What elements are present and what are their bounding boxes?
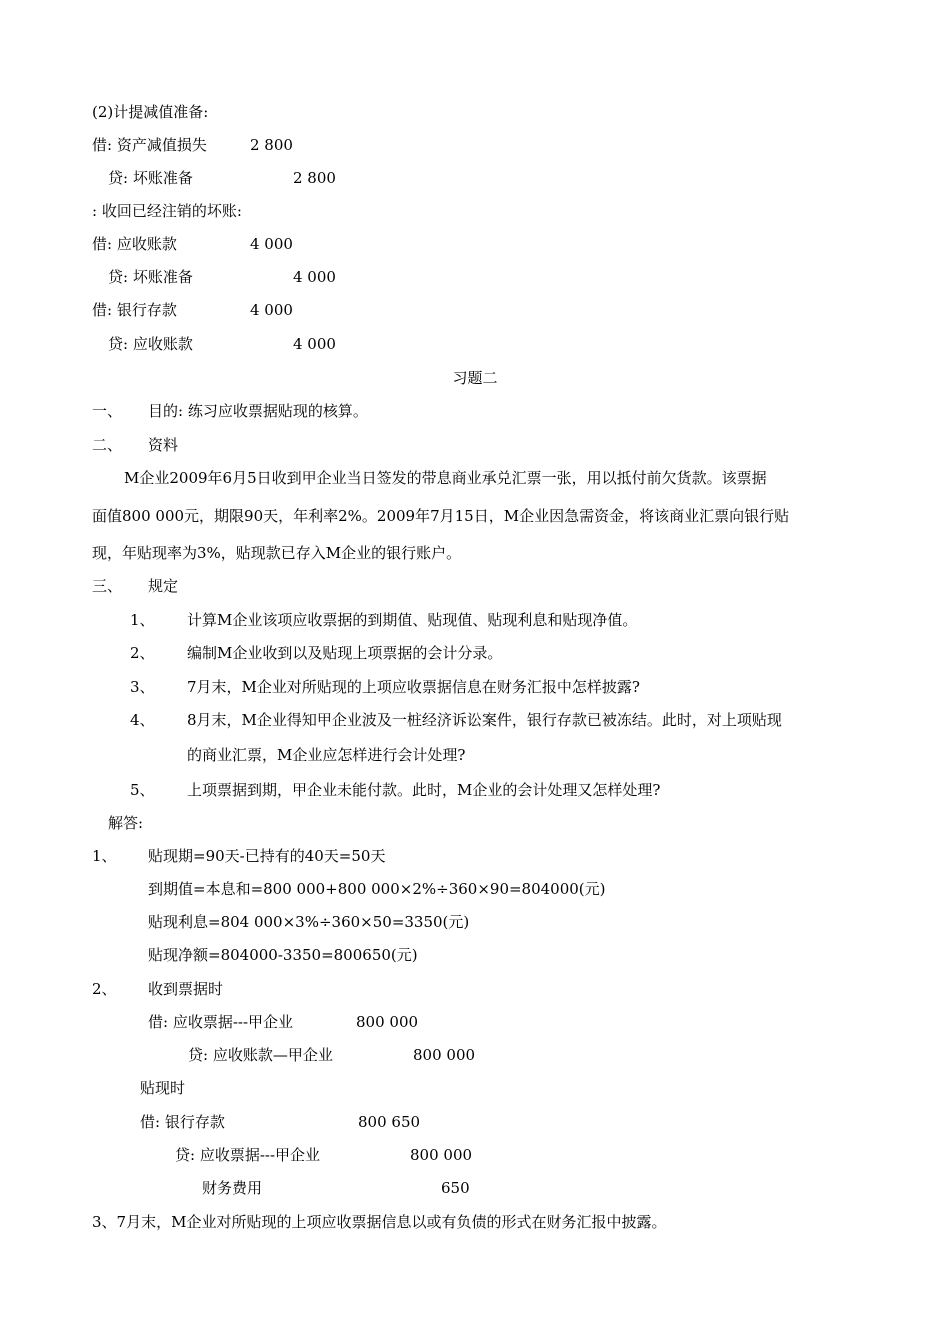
requirement-5-text: 上项票据到期，甲企业未能付款。此时，M企业的会计处理又怎样处理? [187,781,661,799]
requirement-1-number: 1、 [130,611,155,629]
journal-4-label: 贷: 应收票据---甲企业 [175,1146,321,1164]
entry-debit-bank-label: 借: 银行存款 [92,301,177,319]
entry-debit-receivable-amount: 4 000 [250,235,293,253]
answer-1-line-4: 贴现净额=804000-3350=800650(元) [148,946,418,964]
exercise-title: 习题二 [452,369,498,387]
discount-subheading: 贴现时 [140,1079,186,1097]
line-provision-heading: (2)计提减值准备: [92,103,209,121]
entry-credit-baddebt-amount: 2 800 [293,169,336,187]
entry-debit-bank-amount: 4 000 [250,301,293,319]
journal-5-amount: 650 [441,1179,470,1197]
section-3-number: 三、 [92,577,123,595]
line-recover-heading: : 收回已经注销的坏账: [92,202,242,220]
answer-1-line-1: 贴现期=90天-已持有的40天=50天 [148,847,386,865]
requirement-3-number: 3、 [130,678,155,696]
entry-debit-receivable-label: 借: 应收账款 [92,235,177,253]
section-1-number: 一、 [92,402,123,420]
journal-1-label: 借: 应收票据---甲企业 [148,1013,294,1031]
entry-credit-baddebt-label: 贷: 坏账准备 [108,169,193,187]
section-1-text: 目的: 练习应收票据贴现的核算。 [148,402,368,420]
requirement-1-text: 计算M企业该项应收票据的到期值、贴现值、贴现利息和贴现净值。 [187,611,638,629]
answer-1-number: 1、 [92,847,117,865]
entry-credit-receivable-amount: 4 000 [293,335,336,353]
requirement-4-text-cont: 的商业汇票，M企业应怎样进行会计处理? [187,746,466,764]
material-paragraph-line-1: M企业2009年6月5日收到甲企业当日签发的带息商业承兑汇票一张，用以抵付前欠货款。该票据 [124,469,767,487]
entry-credit-baddebt2-label: 贷: 坏账准备 [108,268,193,286]
journal-2-label: 贷: 应收账款—甲企业 [188,1046,333,1064]
answer-2-number: 2、 [92,980,117,998]
entry-debit-impairment-amount: 2 800 [250,136,293,154]
answer-1-line-2: 到期值=本息和=800 000+800 000×2%÷360×90=804000(元) [148,880,606,898]
journal-1-amount: 800 000 [356,1013,419,1031]
material-paragraph-line-2: 面值800 000元，期限90天，年利率2%。2009年7月15日，M企业因急需资金，将该商业汇票向银行贴 [92,507,790,525]
answer-2-text: 收到票据时 [148,980,224,998]
entry-debit-impairment-label: 借: 资产减值损失 [92,136,207,154]
requirement-2-text: 编制M企业收到以及贴现上项票据的会计分录。 [187,644,503,662]
requirement-2-number: 2、 [130,644,155,662]
section-2-text: 资料 [148,436,179,454]
journal-3-amount: 800 650 [358,1113,421,1131]
journal-2-amount: 800 000 [413,1046,476,1064]
requirement-3-text: 7月末，M企业对所贴现的上项应收票据信息在财务汇报中怎样披露? [187,678,640,696]
entry-credit-baddebt2-amount: 4 000 [293,268,336,286]
answer-label: 解答: [108,814,144,832]
entry-credit-receivable-label: 贷: 应收账款 [108,335,193,353]
answer-1-line-3: 贴现利息=804 000×3%÷360×50=3350(元) [148,913,470,931]
answer-3-text: 3、7月末，M企业对所贴现的上项应收票据信息以或有负债的形式在财务汇报中披露。 [92,1213,667,1231]
journal-3-label: 借: 银行存款 [140,1113,225,1131]
section-2-number: 二、 [92,436,123,454]
journal-4-amount: 800 000 [410,1146,473,1164]
requirement-5-number: 5、 [130,781,155,799]
requirement-4-number: 4、 [130,711,155,729]
material-paragraph-line-3: 现，年贴现率为3%，贴现款已存入M企业的银行账户。 [92,544,462,562]
section-3-text: 规定 [148,577,179,595]
journal-5-label: 财务费用 [202,1179,263,1197]
requirement-4-text: 8月末，M企业得知甲企业波及一桩经济诉讼案件，银行存款已被冻结。此时，对上项贴现 [187,711,782,729]
